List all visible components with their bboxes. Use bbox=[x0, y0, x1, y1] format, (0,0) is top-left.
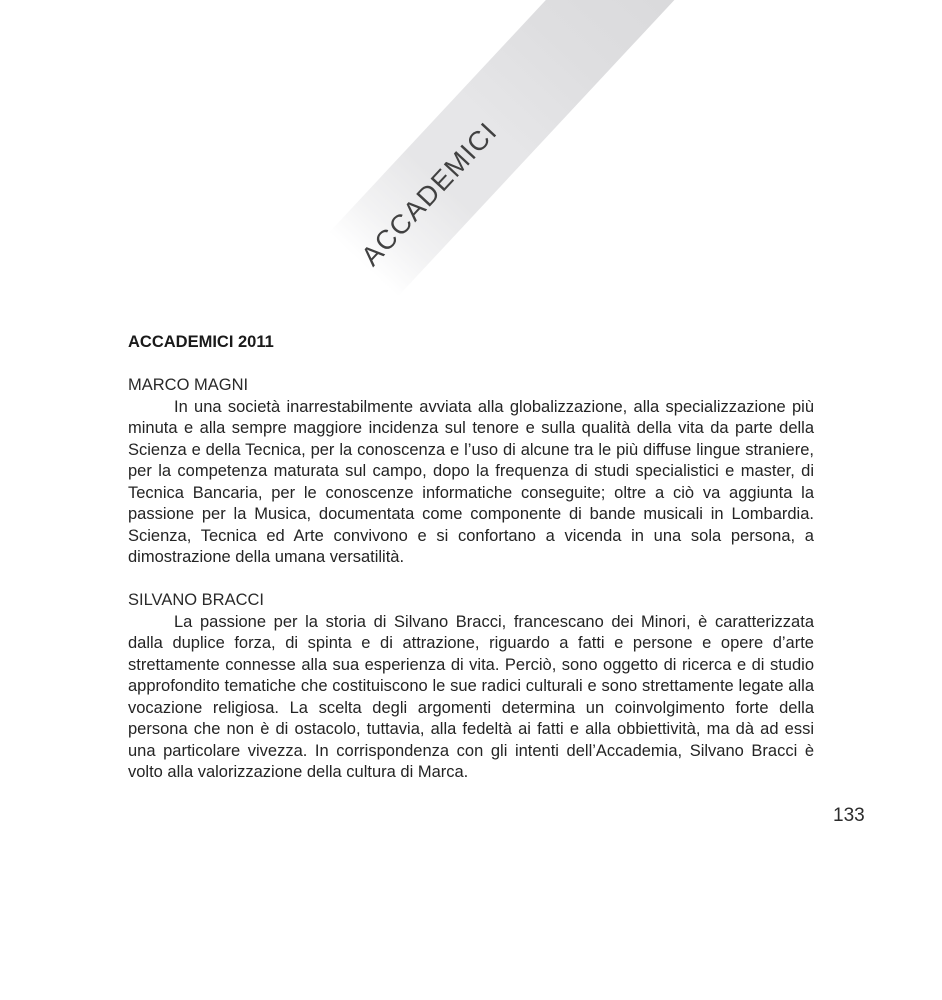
page-title: ACCADEMICI 2011 bbox=[128, 333, 274, 351]
section-marco-magni bbox=[128, 375, 814, 569]
page-content bbox=[128, 332, 814, 805]
section-paragraph: La passione per la storia di Silvano Bracci, francescano dei Minori, è caratterizzata dalla duplice forza, di spinta e di attrazione, riguardo a fatti e persone e opere d’arte strettamente connesse alla sua esperienza di vita. Perciò, sono oggetto di ricerca e di studio approfondito tematiche che costituiscono le sue radici culturali e sono strettamente legate alla vocazione religiosa. La scelta degli argomenti determina un coinvolgimento forte della persona che non è di ostacolo, tuttavia, alla fedeltà ai fatti e alla obbiettività, ma dà ad essi una particolare vivezza. In corrispondenza con gli intenti dell’Accademia, Silvano Bracci è volto alla valorizzazione della cultura di Marca. bbox=[128, 612, 814, 781]
section-paragraph: In una società inarrestabilmente avviata alla globalizzazione, alla specializzazione più minuta e alla sempre maggiore incidenza sul tenore e sulla qualità della vita da parte della Scienza e della Tecnica, per la conoscenza e l’uso di alcune tra le più diffuse lingue straniere, per la competenza maturata sul campo, dopo la frequenza di studi specialistici e master, di Tecnica Bancaria, per le conoscenze informatiche conseguite; oltre a ciò va aggiunta la passione per la Musica, documentata come componente di bande musicali in Lombardia. Scienza, Tecnica ed Arte convivono e si confortano a vicenda in una sola persona, a dimostrazione della umana versatilità. bbox=[128, 397, 814, 566]
accademici-ribbon bbox=[329, 0, 851, 297]
section-heading: MARCO MAGNI bbox=[128, 376, 249, 394]
section-heading: SILVANO BRACCI bbox=[128, 591, 265, 609]
section-silvano-bracci bbox=[128, 590, 814, 784]
page-number: 133 bbox=[833, 805, 865, 826]
ribbon-label: ACCADEMICI bbox=[355, 115, 503, 272]
